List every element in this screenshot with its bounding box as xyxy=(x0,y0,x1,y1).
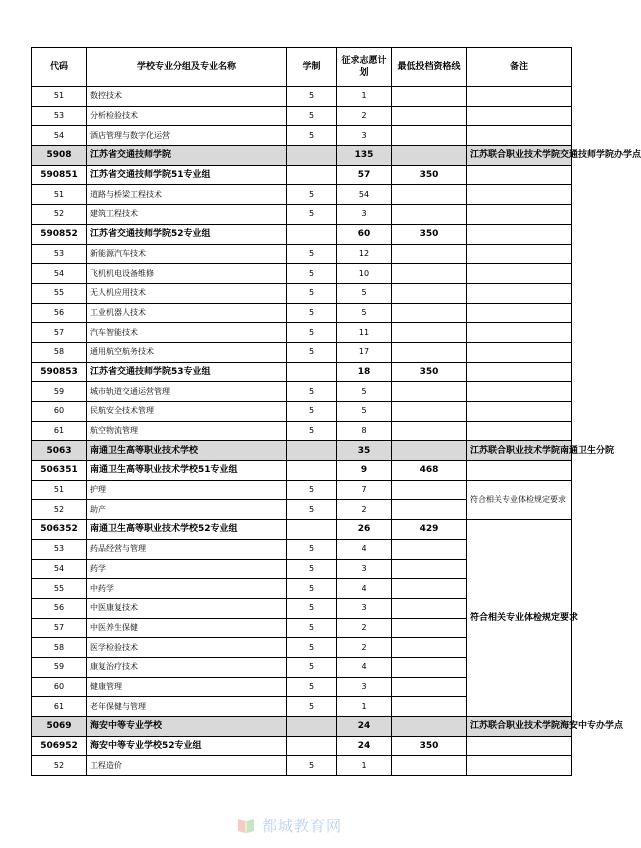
code-cell: 60 xyxy=(32,402,87,422)
code-cell: 54 xyxy=(32,264,87,284)
major-row xyxy=(32,185,572,205)
plan-cell: 26 xyxy=(337,520,392,540)
plan-cell: 1 xyxy=(337,87,392,107)
plan-cell: 3 xyxy=(337,598,392,618)
code-cell: 53 xyxy=(32,244,87,264)
score-cell xyxy=(392,303,467,323)
years-cell xyxy=(287,224,337,244)
name-cell: 健康管理 xyxy=(87,677,287,697)
major-row xyxy=(32,205,572,225)
years-cell xyxy=(287,736,337,756)
remark-cell: 符合相关专业体检规定要求 xyxy=(467,480,572,519)
major-row xyxy=(32,87,572,107)
group-row xyxy=(32,461,572,481)
code-cell: 590851 xyxy=(32,165,87,185)
score-cell: 350 xyxy=(392,165,467,185)
major-row xyxy=(32,756,572,776)
score-cell xyxy=(392,598,467,618)
score-cell: 350 xyxy=(392,736,467,756)
name-cell: 新能源汽车技术 xyxy=(87,244,287,264)
remark-cell xyxy=(467,323,572,343)
header-remark: 备注 xyxy=(467,48,572,87)
score-cell xyxy=(392,146,467,166)
score-cell xyxy=(392,421,467,441)
name-cell: 助产 xyxy=(87,500,287,520)
plan-cell: 12 xyxy=(337,244,392,264)
score-cell xyxy=(392,539,467,559)
plan-cell: 3 xyxy=(337,559,392,579)
code-cell: 54 xyxy=(32,559,87,579)
plan-cell: 4 xyxy=(337,539,392,559)
years-cell: 5 xyxy=(287,618,337,638)
name-cell: 中医养生保健 xyxy=(87,618,287,638)
name-cell: 分析检验技术 xyxy=(87,106,287,126)
code-cell: 59 xyxy=(32,382,87,402)
remark-cell xyxy=(467,342,572,362)
plan-cell: 54 xyxy=(337,185,392,205)
name-cell: 建筑工程技术 xyxy=(87,205,287,225)
major-row xyxy=(32,382,572,402)
years-cell: 5 xyxy=(287,323,337,343)
remark-cell xyxy=(467,106,572,126)
plan-cell: 135 xyxy=(337,146,392,166)
code-cell: 52 xyxy=(32,500,87,520)
header-plan: 征求志愿计划 xyxy=(337,48,392,87)
name-cell: 民航安全技术管理 xyxy=(87,402,287,422)
code-cell: 57 xyxy=(32,323,87,343)
score-cell xyxy=(392,382,467,402)
plan-cell: 1 xyxy=(337,756,392,776)
plan-cell: 11 xyxy=(337,323,392,343)
school-row xyxy=(32,717,572,737)
code-cell: 51 xyxy=(32,480,87,500)
years-cell: 5 xyxy=(287,579,337,599)
years-cell: 5 xyxy=(287,500,337,520)
code-cell: 52 xyxy=(32,205,87,225)
plan-cell: 17 xyxy=(337,342,392,362)
years-cell: 5 xyxy=(287,106,337,126)
table-header-row xyxy=(32,48,572,87)
years-cell: 5 xyxy=(287,244,337,264)
years-cell: 5 xyxy=(287,382,337,402)
score-cell xyxy=(392,264,467,284)
score-cell xyxy=(392,441,467,461)
header-years: 学制 xyxy=(287,48,337,87)
plan-cell: 9 xyxy=(337,461,392,481)
plan-cell: 2 xyxy=(337,638,392,658)
major-row xyxy=(32,480,572,500)
name-cell: 酒店管理与数字化运营 xyxy=(87,126,287,146)
score-cell xyxy=(392,657,467,677)
remark-cell xyxy=(467,224,572,244)
name-cell: 飞机机电设备维修 xyxy=(87,264,287,284)
plan-cell: 4 xyxy=(337,579,392,599)
remark-cell: 江苏联合职业技术学院南通卫生分院 xyxy=(467,441,572,461)
years-cell: 5 xyxy=(287,205,337,225)
code-cell: 590852 xyxy=(32,224,87,244)
years-cell: 5 xyxy=(287,697,337,717)
code-cell: 54 xyxy=(32,126,87,146)
score-cell xyxy=(392,106,467,126)
score-cell xyxy=(392,500,467,520)
score-cell: 350 xyxy=(392,224,467,244)
years-cell xyxy=(287,165,337,185)
plan-cell: 24 xyxy=(337,717,392,737)
code-cell: 5908 xyxy=(32,146,87,166)
remark-cell xyxy=(467,126,572,146)
score-cell: 429 xyxy=(392,520,467,540)
remark-cell xyxy=(467,185,572,205)
plan-cell: 3 xyxy=(337,677,392,697)
plan-cell: 1 xyxy=(337,697,392,717)
name-cell: 康复治疗技术 xyxy=(87,657,287,677)
years-cell: 5 xyxy=(287,539,337,559)
years-cell: 5 xyxy=(287,126,337,146)
plan-cell: 2 xyxy=(337,106,392,126)
remark-cell xyxy=(467,461,572,481)
name-cell: 中医康复技术 xyxy=(87,598,287,618)
score-cell xyxy=(392,185,467,205)
code-cell: 57 xyxy=(32,618,87,638)
major-row xyxy=(32,303,572,323)
name-cell: 南通卫生高等职业技术学校51专业组 xyxy=(87,461,287,481)
plan-cell: 5 xyxy=(337,283,392,303)
group-row xyxy=(32,362,572,382)
group-row xyxy=(32,736,572,756)
group-row xyxy=(32,165,572,185)
score-cell xyxy=(392,283,467,303)
name-cell: 中药学 xyxy=(87,579,287,599)
plan-cell: 5 xyxy=(337,382,392,402)
remark-cell xyxy=(467,283,572,303)
score-cell xyxy=(392,756,467,776)
remark-cell xyxy=(467,205,572,225)
name-cell: 药品经营与管理 xyxy=(87,539,287,559)
plan-cell: 24 xyxy=(337,736,392,756)
score-cell xyxy=(392,126,467,146)
plan-cell: 10 xyxy=(337,264,392,284)
plan-cell: 3 xyxy=(337,205,392,225)
school-row xyxy=(32,441,572,461)
years-cell: 5 xyxy=(287,480,337,500)
remark-cell xyxy=(467,303,572,323)
remark-cell xyxy=(467,402,572,422)
name-cell: 南通卫生高等职业技术学校52专业组 xyxy=(87,520,287,540)
code-cell: 51 xyxy=(32,185,87,205)
code-cell: 58 xyxy=(32,342,87,362)
years-cell xyxy=(287,441,337,461)
remark-cell xyxy=(467,264,572,284)
name-cell: 医学检验技术 xyxy=(87,638,287,658)
remark-cell: 符合相关专业体检规定要求 xyxy=(467,520,572,717)
name-cell: 工业机器人技术 xyxy=(87,303,287,323)
watermark-text: 都城教育网 xyxy=(262,816,343,835)
name-cell: 江苏省交通技师学院53专业组 xyxy=(87,362,287,382)
name-cell: 通用航空航务技术 xyxy=(87,342,287,362)
years-cell: 5 xyxy=(287,303,337,323)
remark-cell xyxy=(467,244,572,264)
name-cell: 海安中等专业学校 xyxy=(87,717,287,737)
name-cell: 药学 xyxy=(87,559,287,579)
code-cell: 61 xyxy=(32,421,87,441)
code-cell: 56 xyxy=(32,598,87,618)
name-cell: 南通卫生高等职业技术学校 xyxy=(87,441,287,461)
score-cell xyxy=(392,618,467,638)
plan-cell: 2 xyxy=(337,500,392,520)
score-cell: 468 xyxy=(392,461,467,481)
score-cell xyxy=(392,323,467,343)
table-body xyxy=(32,87,641,776)
score-cell xyxy=(392,677,467,697)
major-row xyxy=(32,244,572,264)
code-cell: 5063 xyxy=(32,441,87,461)
years-cell: 5 xyxy=(287,421,337,441)
code-cell: 60 xyxy=(32,677,87,697)
remark-cell xyxy=(467,421,572,441)
plan-cell: 2 xyxy=(337,618,392,638)
remark-cell: 江苏联合职业技术学院海安中专办学点 xyxy=(467,717,572,737)
plan-cell: 5 xyxy=(337,402,392,422)
score-cell xyxy=(392,697,467,717)
code-cell: 5069 xyxy=(32,717,87,737)
score-cell xyxy=(392,480,467,500)
years-cell: 5 xyxy=(287,677,337,697)
code-cell: 506351 xyxy=(32,461,87,481)
remark-cell xyxy=(467,362,572,382)
code-cell: 59 xyxy=(32,657,87,677)
years-cell: 5 xyxy=(287,657,337,677)
major-row xyxy=(32,342,572,362)
header-code: 代码 xyxy=(32,48,87,87)
code-cell: 506952 xyxy=(32,736,87,756)
major-row xyxy=(32,323,572,343)
score-cell xyxy=(392,87,467,107)
score-cell xyxy=(392,717,467,737)
score-cell xyxy=(392,579,467,599)
code-cell: 590853 xyxy=(32,362,87,382)
code-cell: 51 xyxy=(32,87,87,107)
plan-cell: 57 xyxy=(337,165,392,185)
name-cell: 航空物流管理 xyxy=(87,421,287,441)
book-logo-icon xyxy=(236,815,256,835)
major-row xyxy=(32,126,572,146)
years-cell xyxy=(287,717,337,737)
header-name: 学校专业分组及专业名称 xyxy=(87,48,287,87)
plan-cell: 35 xyxy=(337,441,392,461)
name-cell: 数控技术 xyxy=(87,87,287,107)
years-cell: 5 xyxy=(287,342,337,362)
name-cell: 江苏省交通技师学院51专业组 xyxy=(87,165,287,185)
years-cell xyxy=(287,362,337,382)
years-cell: 5 xyxy=(287,283,337,303)
code-cell: 58 xyxy=(32,638,87,658)
years-cell xyxy=(287,461,337,481)
major-row xyxy=(32,402,572,422)
years-cell: 5 xyxy=(287,756,337,776)
watermark xyxy=(236,812,376,838)
major-row xyxy=(32,421,572,441)
remark-cell xyxy=(467,756,572,776)
remark-cell: 江苏联合职业技术学院交通技师学院办学点 xyxy=(467,146,572,166)
school-row xyxy=(32,146,572,166)
remark-cell xyxy=(467,87,572,107)
major-row xyxy=(32,264,572,284)
code-cell: 55 xyxy=(32,579,87,599)
score-cell xyxy=(392,342,467,362)
years-cell xyxy=(287,520,337,540)
code-cell: 52 xyxy=(32,756,87,776)
plan-cell: 4 xyxy=(337,657,392,677)
years-cell: 5 xyxy=(287,264,337,284)
name-cell: 海安中等专业学校52专业组 xyxy=(87,736,287,756)
years-cell: 5 xyxy=(287,402,337,422)
code-cell: 56 xyxy=(32,303,87,323)
remark-cell xyxy=(467,736,572,756)
years-cell: 5 xyxy=(287,87,337,107)
plan-cell: 18 xyxy=(337,362,392,382)
plan-cell: 7 xyxy=(337,480,392,500)
years-cell: 5 xyxy=(287,559,337,579)
plan-cell: 8 xyxy=(337,421,392,441)
remark-cell xyxy=(467,382,572,402)
group-row xyxy=(32,224,572,244)
name-cell: 护理 xyxy=(87,480,287,500)
years-cell: 5 xyxy=(287,638,337,658)
code-cell: 61 xyxy=(32,697,87,717)
name-cell: 无人机应用技术 xyxy=(87,283,287,303)
score-cell xyxy=(392,205,467,225)
name-cell: 汽车智能技术 xyxy=(87,323,287,343)
score-cell xyxy=(392,244,467,264)
years-cell: 5 xyxy=(287,598,337,618)
name-cell: 道路与桥梁工程技术 xyxy=(87,185,287,205)
header-score: 最低投档资格线 xyxy=(392,48,467,87)
score-cell: 350 xyxy=(392,362,467,382)
code-cell: 53 xyxy=(32,539,87,559)
score-cell xyxy=(392,638,467,658)
remark-cell xyxy=(467,165,572,185)
major-row xyxy=(32,106,572,126)
plan-cell: 5 xyxy=(337,303,392,323)
code-cell: 55 xyxy=(32,283,87,303)
code-cell: 506352 xyxy=(32,520,87,540)
name-cell: 江苏省交通技师学院 xyxy=(87,146,287,166)
score-cell xyxy=(392,559,467,579)
name-cell: 江苏省交通技师学院52专业组 xyxy=(87,224,287,244)
years-cell: 5 xyxy=(287,185,337,205)
group-row xyxy=(32,520,572,540)
admission-table xyxy=(31,47,641,776)
plan-cell: 60 xyxy=(337,224,392,244)
score-cell xyxy=(392,402,467,422)
years-cell xyxy=(287,146,337,166)
code-cell: 53 xyxy=(32,106,87,126)
name-cell: 工程造价 xyxy=(87,756,287,776)
name-cell: 老年保健与管理 xyxy=(87,697,287,717)
plan-cell: 3 xyxy=(337,126,392,146)
name-cell: 城市轨道交通运营管理 xyxy=(87,382,287,402)
major-row xyxy=(32,283,572,303)
